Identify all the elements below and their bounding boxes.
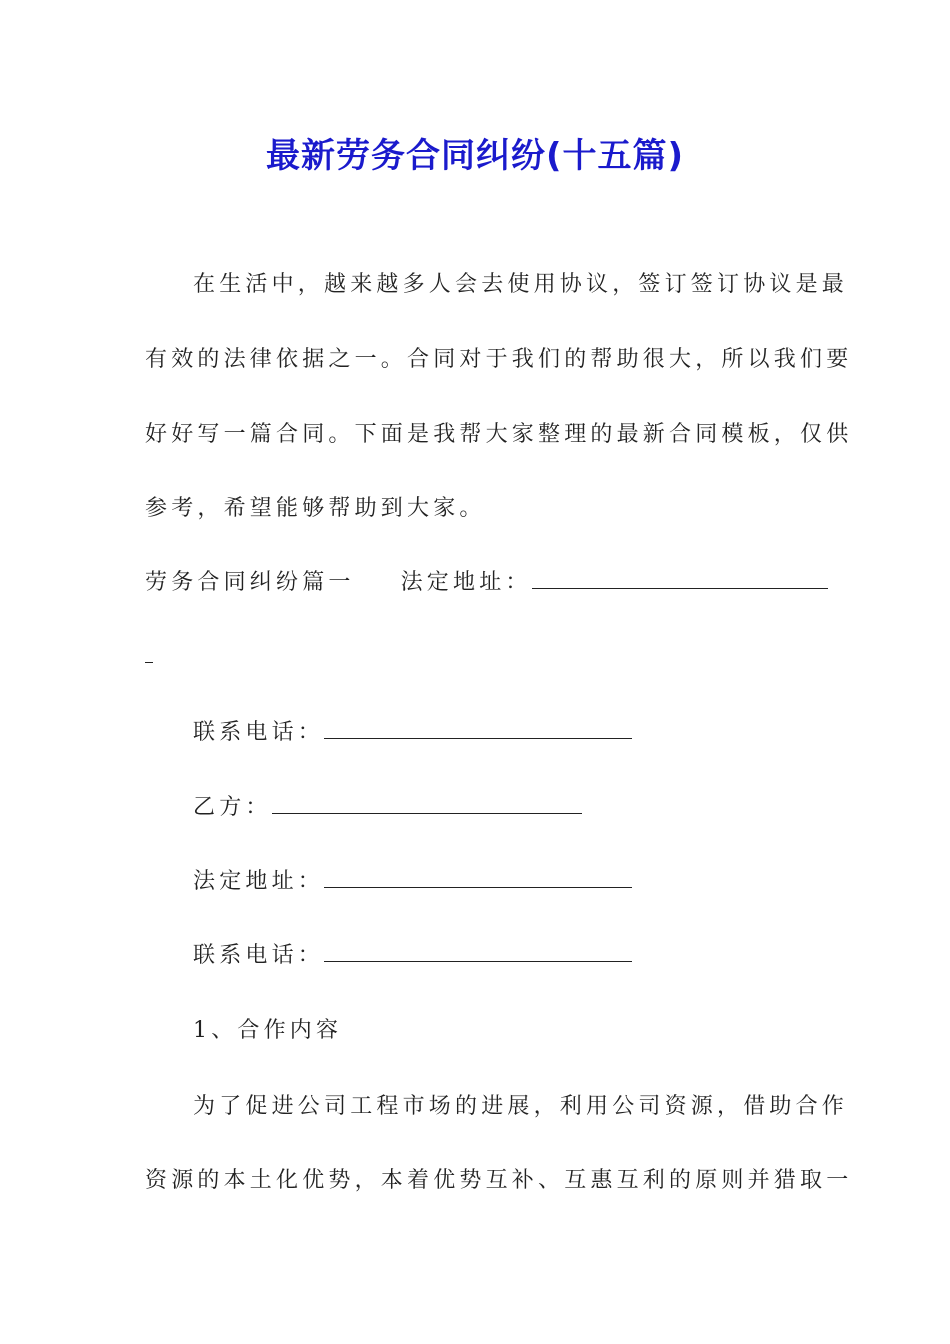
intro-line-1: 在生活中，越来越多人会去使用协议，签订签订协议是最 [193,272,849,297]
clause-1-line-1: 为了促进公司工程市场的进展，利用公司资源，借助合作 [193,1094,849,1119]
intro-line-3: 好好写一篇合同。下面是我帮大家整理的最新合同模板，仅供 [145,422,853,447]
phone-blank-1 [324,718,632,739]
clause-1-heading: 1、合作内容 [193,1018,343,1043]
phone-row-2 [193,941,632,971]
address-blank-1 [532,568,828,589]
intro-line-2: 有效的法律依据之一。合同对于我们的帮助很大，所以我们要 [145,347,853,372]
party-b-blank [272,793,582,814]
address-blank-1-overflow [145,642,153,663]
party-b-row [193,793,582,823]
address-blank-1-overflow-row [145,642,153,672]
party-b-label: 乙方： [193,795,272,820]
document-title: 最新劳务合同纠纷(十五篇) [265,136,685,176]
phone-row-1 [193,718,632,748]
intro-line-4: 参考，希望能够帮助到大家。 [145,496,486,521]
phone-label-2: 联系电话： [193,943,325,968]
address-label-1: 法定地址： [400,570,532,595]
address-label-2: 法定地址： [193,869,325,894]
phone-label-1: 联系电话： [193,720,325,745]
clause-1-line-2: 资源的本土化优势，本着优势互补、互惠互利的原则并猎取一 [145,1168,853,1193]
address-blank-2 [324,867,632,888]
section-heading-row [145,568,828,598]
phone-blank-2 [324,941,632,962]
address-row-2 [193,867,632,897]
section-heading: 劳务合同纠纷篇一 [145,570,355,595]
